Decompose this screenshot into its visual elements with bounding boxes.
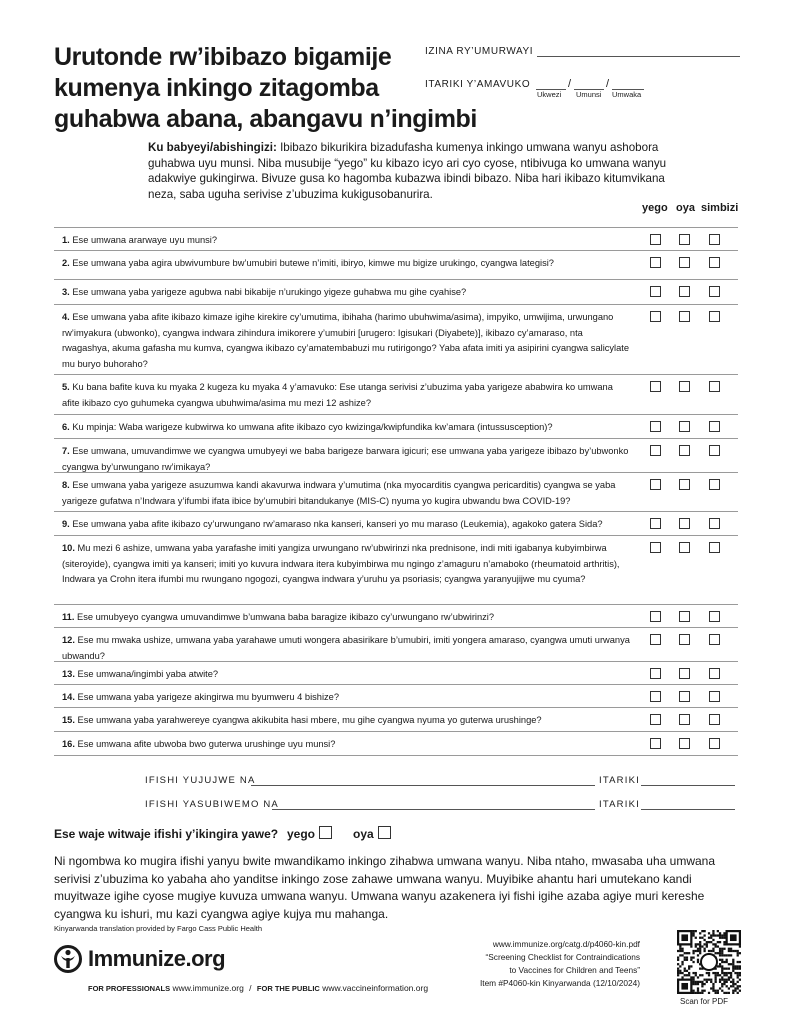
- question-text: [62, 444, 632, 475]
- question-number: 10.: [62, 543, 75, 553]
- yes-checkbox[interactable]: [650, 257, 661, 268]
- question-number: 8.: [62, 480, 70, 490]
- reference-url[interactable]: www.immunize.org/catg.d/p4060-kin.pdf: [492, 939, 640, 949]
- patient-name-label: IZINA RY’UMURWAYI: [425, 46, 534, 57]
- question-body: Ku mpinja: Waba warigeze kubwirwa ko umwana afite ikibazo cyo kwizinga/kwipfundika kw’amara (intussusception)?: [72, 422, 553, 432]
- question-row: [54, 661, 738, 685]
- dob-separator: /: [568, 78, 572, 90]
- dob-separator: /: [606, 78, 610, 90]
- column-no: oya: [676, 202, 695, 214]
- question-number: 7.: [62, 446, 70, 456]
- question-body: Ese umwana yaba afite ikibazo cy’urwungano rw’amaraso nka kanseri, kanseri yo mu maraso (Leukemia), agakoko gatera Sida?: [72, 519, 603, 529]
- reference-title-1: “Screening Checklist for Contraindications: [485, 952, 640, 962]
- title-line: kumenya inkingo zitagomba: [54, 74, 379, 102]
- dont-know-checkbox[interactable]: [709, 421, 720, 432]
- question-text: [62, 541, 632, 588]
- question-text: [62, 610, 632, 626]
- dont-know-checkbox[interactable]: [709, 668, 720, 679]
- question-row: [54, 731, 738, 756]
- dob-label: ITARIKI Y’AMAVUKO: [425, 79, 531, 90]
- question-text: [62, 667, 632, 683]
- question-body: Ese umwana yaba afite ikibazo kimaze igihe kirekire cy’umutima, ibihaha (harimo ubuhwima/asima), impyiko, umwijima, urwungano rw’imyakura (ubwonko), cyangwa indwara zihindura imikorere y’umubiri [urugero: Igisukari (Diyabete)], ikibazo cy’amaraso, nta rwagashya, akuma gafasha mu kumva, cyangwa ikibazo cy’amatembabuzi mu rutirigongo? Yaba afata imiti ya asipirini cyangwa salicylate mu buryo buhoraho?: [62, 312, 630, 369]
- no-checkbox[interactable]: [679, 311, 690, 322]
- question-number: 15.: [62, 715, 75, 725]
- patient-name-field[interactable]: [537, 56, 740, 57]
- question-row: [54, 707, 738, 732]
- closing-paragraph: Ni ngombwa ko mugira ifishi yanyu bwite mwandikamo inkingo zihabwa umwana wanyu. Niba ntaho, mwasaba uha umwana serivisi z’ubuzima ko yabaha aho yanditse inkingo zose zahawe umwana wanyu. Muyibike ahantu hari umutekano kandi muyitwaze igihe cyose mugiye kuvuza umwana wanyu. Umwana wanyu azakenera iyi fishi igihe azaba agiye muri kereshe cyangwa ku ishuri, mu kazi cyangwa agiye kujya mu mahanga.: [54, 854, 716, 921]
- question-row: [54, 684, 738, 708]
- no-checkbox[interactable]: [679, 257, 690, 268]
- question-row: [54, 227, 738, 251]
- footer-public-label: FOR THE PUBLIC: [256, 984, 320, 993]
- column-dont-know: simbizi: [701, 202, 739, 214]
- question-number: 3.: [62, 287, 70, 297]
- question-number: 2.: [62, 258, 70, 268]
- dont-know-checkbox[interactable]: [709, 257, 720, 268]
- dob-year-caption: Umwaka: [612, 90, 642, 99]
- footer-links: [88, 983, 428, 993]
- footer-public-url[interactable]: www.vaccineinformation.org: [322, 983, 429, 993]
- qr-caption: Scan for PDF: [680, 997, 729, 1006]
- page-title: [54, 42, 477, 135]
- translation-credit: Kinyarwanda translation provided by Fargo Cass Public Health: [54, 924, 263, 933]
- no-checkbox[interactable]: [679, 479, 690, 490]
- dont-know-checkbox[interactable]: [709, 381, 720, 392]
- dont-know-checkbox[interactable]: [709, 286, 720, 297]
- reviewed-date-field[interactable]: [641, 809, 735, 810]
- question-body: Ese umwana yaba yarigeze akingirwa mu byumweru 4 bishize?: [77, 692, 340, 702]
- question-row: [54, 472, 738, 512]
- question-row: [54, 414, 738, 439]
- question-body: Ese umwana yaba yarigeze agubwa nabi bikabije n’urukingo yigeze guhabwa mu gihe cyahise?: [72, 287, 467, 297]
- question-row: [54, 511, 738, 536]
- question-number: 11.: [62, 612, 75, 622]
- record-yes-checkbox[interactable]: [319, 826, 332, 839]
- question-text: [62, 256, 632, 272]
- question-number: 14.: [62, 692, 75, 702]
- question-text: [62, 517, 632, 533]
- question-body: Ese umwana ararwaye uyu munsi?: [72, 235, 218, 245]
- footer-pros-label: FOR PROFESSIONALS: [88, 984, 171, 993]
- dont-know-checkbox[interactable]: [709, 518, 720, 529]
- yes-checkbox[interactable]: [650, 668, 661, 679]
- question-row: [54, 304, 738, 375]
- filled-by-field[interactable]: [251, 785, 595, 786]
- question-row: [54, 374, 738, 415]
- yes-checkbox[interactable]: [650, 479, 661, 490]
- title-line: Urutonde rw’ibibazo bigamije: [54, 43, 392, 71]
- question-body: Ese umwana/ingimbi yaba atwite?: [77, 669, 219, 679]
- record-yes-label: yego: [287, 827, 316, 841]
- yes-checkbox[interactable]: [650, 234, 661, 245]
- yes-checkbox[interactable]: [650, 738, 661, 749]
- dont-know-checkbox[interactable]: [709, 234, 720, 245]
- reference-block: [470, 938, 640, 990]
- reviewed-date-label: ITARIKI: [599, 799, 640, 810]
- yes-checkbox[interactable]: [650, 518, 661, 529]
- question-row: [54, 438, 738, 473]
- question-body: Ese umwana yaba agira ubwivumbure bw’umubiri butewe n’imiti, ibiryo, kimwe mu bigize urukingo, cyangwa lategisi?: [72, 258, 554, 268]
- no-checkbox[interactable]: [679, 445, 690, 456]
- reference-title-2: to Vaccines for Children and Teens”: [509, 965, 640, 975]
- question-number: 5.: [62, 382, 70, 392]
- yes-checkbox[interactable]: [650, 286, 661, 297]
- question-text: [62, 478, 632, 509]
- question-text: [62, 713, 632, 729]
- yes-checkbox[interactable]: [650, 634, 661, 645]
- yes-checkbox[interactable]: [650, 445, 661, 456]
- dont-know-checkbox[interactable]: [709, 634, 720, 645]
- filled-by-label: IFISHI YUJUJWE NA: [145, 775, 256, 786]
- no-checkbox[interactable]: [679, 286, 690, 297]
- filled-date-field[interactable]: [641, 785, 735, 786]
- no-checkbox[interactable]: [679, 234, 690, 245]
- title-line: guhabwa abana, abangavu n’ingimbi: [54, 105, 477, 133]
- dont-know-checkbox[interactable]: [709, 738, 720, 749]
- question-row: [54, 604, 738, 628]
- yes-checkbox[interactable]: [650, 381, 661, 392]
- question-text: [62, 633, 632, 664]
- intro-text: Ibibazo bikurikira bizadufasha kumenya inkingo umwana wanyu ashobora guhabwa uyu munsi. Niba musubije “yego” ku kibazo icyo ari cyo cyose, ntibivuga ko umwana wanyu adakwiye gukingirwa. Bivuze gusa ko hagomba kubazwa ibindi bibazo. Niba hari ikibazo kitumvikana neza, saba uguha serivise z’ubuzima kukigusobanurira.: [148, 141, 667, 201]
- yes-checkbox[interactable]: [650, 421, 661, 432]
- record-no-label: oya: [353, 827, 374, 841]
- question-body: Mu mezi 6 ashize, umwana yaba yarafashe imiti yangiza urwungano rw’ubwirinzi nka prednisone, indi miti igabanya kubyimbirwa (siteroyide), cyangwa imiti ya kanseri; imiti yo kuvura indwara itera kubyimbirwa mu ngingo z’amaguru n’amaboko (rheumatoid arthritis), Indwara ya Crohn itera ifumbi mu rwungano ngogozi, cyangwa indwara y’uruhu ya psoriasis; cyangwa yaranyujijwe mu cyuma?: [62, 543, 620, 585]
- no-checkbox[interactable]: [679, 421, 690, 432]
- dont-know-checkbox[interactable]: [709, 311, 720, 322]
- question-number: 13.: [62, 669, 75, 679]
- question-text: [62, 737, 632, 753]
- yes-checkbox[interactable]: [650, 714, 661, 725]
- question-text: [62, 420, 632, 436]
- question-text: [62, 690, 632, 706]
- dont-know-checkbox[interactable]: [709, 445, 720, 456]
- question-text: [62, 310, 632, 372]
- dont-know-checkbox[interactable]: [709, 691, 720, 702]
- question-text: [62, 285, 632, 301]
- record-no-checkbox[interactable]: [378, 826, 391, 839]
- question-row: [54, 279, 738, 305]
- question-body: Ese umwana, umuvandimwe we cyangwa umubyeyi we baba barigeze barwara igicuri; ese umwana yaba yarigeze ibibazo by’ubwonko cyangwa by’urwungano rw’imikaya?: [62, 446, 629, 472]
- question-body: Ese mu mwaka ushize, umwana yaba yarahawe umuti wongera abasirikare b’umubiri, imiti yongera amaraso, cyangwa umuti urwanya ubwandu?: [62, 635, 630, 661]
- no-checkbox[interactable]: [679, 738, 690, 749]
- dont-know-checkbox[interactable]: [709, 714, 720, 725]
- question-number: 6.: [62, 422, 70, 432]
- footer-divider: /: [249, 983, 252, 993]
- yes-checkbox[interactable]: [650, 691, 661, 702]
- no-checkbox[interactable]: [679, 691, 690, 702]
- no-checkbox[interactable]: [679, 668, 690, 679]
- question-row: [54, 535, 738, 605]
- question-text: [62, 233, 632, 249]
- yes-checkbox[interactable]: [650, 542, 661, 553]
- no-checkbox[interactable]: [679, 714, 690, 725]
- dont-know-checkbox[interactable]: [709, 611, 720, 622]
- question-body: Ese umwana yaba yarahwereye cyangwa akikubita hasi mbere, mu gihe cyangwa nyuma yo guterwa urushinge?: [77, 715, 542, 725]
- immunize-logo-icon: [54, 945, 82, 973]
- footer-pros-url[interactable]: www.immunize.org: [172, 983, 244, 993]
- logo-text: Immunize.org: [88, 946, 226, 971]
- dob-month-caption: Umunsi: [576, 90, 602, 99]
- question-body: Ese umwana afite ubwoba bwo guterwa urushinge uyu munsi?: [77, 739, 336, 749]
- table-bottom-rule: [54, 755, 738, 756]
- dont-know-checkbox[interactable]: [709, 542, 720, 553]
- record-question: Ese waje witwaje ifishi y’ikingira yawe?: [54, 827, 279, 841]
- question-text: [62, 380, 632, 411]
- column-yes: yego: [642, 202, 668, 214]
- filled-date-label: ITARIKI: [599, 775, 640, 786]
- question-number: 12.: [62, 635, 75, 645]
- reviewed-by-field[interactable]: [272, 809, 595, 810]
- intro-lead: Ku babyeyi/abishingizi:: [148, 141, 277, 154]
- reviewed-by-label: IFISHI YASUBIWEMO NA: [145, 799, 279, 810]
- no-checkbox[interactable]: [679, 634, 690, 645]
- yes-checkbox[interactable]: [650, 311, 661, 322]
- question-number: 1.: [62, 235, 70, 245]
- question-row: [54, 250, 738, 280]
- question-number: 4.: [62, 312, 70, 322]
- reference-item: Item #P4060-kin Kinyarwanda (12/10/2024): [479, 978, 640, 988]
- qr-code-icon[interactable]: [677, 930, 741, 994]
- dob-day-caption: Ukwezi: [537, 90, 562, 99]
- question-number: 9.: [62, 519, 70, 529]
- question-body: Ese umubyeyo cyangwa umuvandimwe b’umwana baba baragize ikibazo cy’urwungano rw’ubwirinzi?: [77, 612, 495, 622]
- no-checkbox[interactable]: [679, 381, 690, 392]
- question-number: 16.: [62, 739, 75, 749]
- no-checkbox[interactable]: [679, 542, 690, 553]
- yes-checkbox[interactable]: [650, 611, 661, 622]
- question-body: Ku bana bafite kuva ku myaka 2 kugeza ku myaka 4 y’amavuko: Ese utanga serivisi z’ubuzima yaba yarigeze ababwira ko umwana afite ikibazo cyo guhumeka cyangwa ubuhwima/asima mu mezi 12 ashize?: [62, 382, 613, 408]
- question-body: Ese umwana yaba yarigeze asuzumwa kandi akavurwa indwara y’umutima (nka myocarditis cyangwa pericarditis) cyangwa se yaba yarigeze gufatwa n’Indwara y’ifumbi ifata ibice by’umubiri bitandukanye (MIS-C) nyuma yo kugira ubwandu bwa COVID-19?: [62, 480, 616, 506]
- dont-know-checkbox[interactable]: [709, 479, 720, 490]
- no-checkbox[interactable]: [679, 518, 690, 529]
- question-row: [54, 627, 738, 662]
- no-checkbox[interactable]: [679, 611, 690, 622]
- intro-paragraph: [148, 140, 688, 202]
